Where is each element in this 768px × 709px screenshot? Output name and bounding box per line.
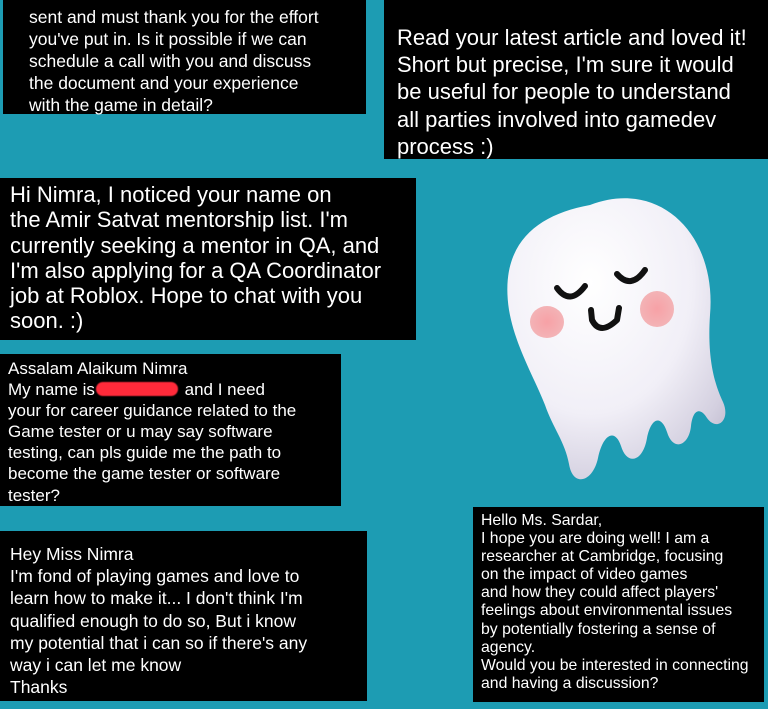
message-aspiring-developer — [0, 531, 367, 701]
message-line: Hello Ms. Sardar, — [481, 512, 603, 529]
message-line: sent and must thank you for the effort — [29, 7, 319, 27]
message-line: your for career guidance related to the — [8, 401, 297, 421]
message-line: researcher at Cambridge, focusing — [481, 548, 724, 566]
message-line: Hi Nimra, I noticed your name on — [10, 182, 332, 207]
message-line-with-redaction — [8, 379, 341, 400]
message-line: the Amir Satvat mentorship list. I'm — [10, 207, 348, 233]
message-line: I'm also applying for a QA Coordinator — [10, 257, 382, 283]
message-text: and I need — [179, 380, 265, 400]
message-line: Assalam Alaikum Nimra — [8, 359, 188, 378]
message-line: Thanks — [10, 677, 68, 698]
message-partial-top — [3, 0, 366, 114]
message-line: learn how to make it... I don't think I'm — [10, 588, 303, 609]
message-line: way i can let me know — [10, 655, 182, 676]
message-line: be useful for people to understand — [397, 79, 731, 105]
message-line: with the game in detail? — [29, 95, 213, 115]
message-line: qualified enough to do so, But i know — [10, 610, 297, 631]
message-line: you've put in. Is it possible if we can — [29, 29, 307, 49]
message-line: Hey Miss Nimra — [10, 544, 134, 564]
message-line: by potentially fostering a sense of — [481, 620, 716, 638]
message-mentorship-request — [0, 178, 416, 340]
message-line: agency. — [481, 638, 536, 656]
message-line: on the impact of video games — [481, 566, 688, 584]
message-line: I hope you are doing well! I am a — [481, 530, 710, 548]
message-line: currently seeking a mentor in QA, and — [10, 232, 380, 258]
message-line: and how they could affect players' — [481, 584, 719, 602]
message-line: the document and your experience — [29, 73, 299, 93]
redaction-mark — [96, 382, 178, 396]
message-line: become the game tester or software — [8, 464, 281, 484]
message-line: schedule a call with you and discuss — [29, 51, 312, 71]
message-line: Short but precise, I'm sure it would — [397, 52, 734, 78]
message-line: soon. :) — [10, 308, 84, 334]
ghost-icon — [495, 170, 735, 510]
message-line: tester? — [8, 485, 60, 505]
message-line: Would you be interested in connecting — [481, 656, 749, 674]
message-text: My name is — [8, 380, 95, 400]
message-line: Game tester or u may say software — [8, 422, 273, 442]
message-line: I'm fond of playing games and love to — [10, 566, 300, 587]
message-line: Read your latest article and loved it! — [397, 25, 747, 50]
message-line: my potential that i can so if there's any — [10, 632, 308, 653]
message-line: process :) — [397, 133, 494, 159]
message-line: feelings about environmental issues — [481, 602, 733, 620]
message-research-inquiry — [473, 507, 764, 702]
message-career-guidance — [0, 354, 341, 506]
message-line: all parties involved into gamedev — [397, 106, 717, 132]
message-line: job at Roblox. Hope to chat with you — [10, 283, 363, 309]
message-line: testing, can pls guide me the path to — [8, 443, 282, 463]
message-line: and having a discussion? — [481, 674, 659, 692]
message-article-feedback — [384, 0, 768, 159]
